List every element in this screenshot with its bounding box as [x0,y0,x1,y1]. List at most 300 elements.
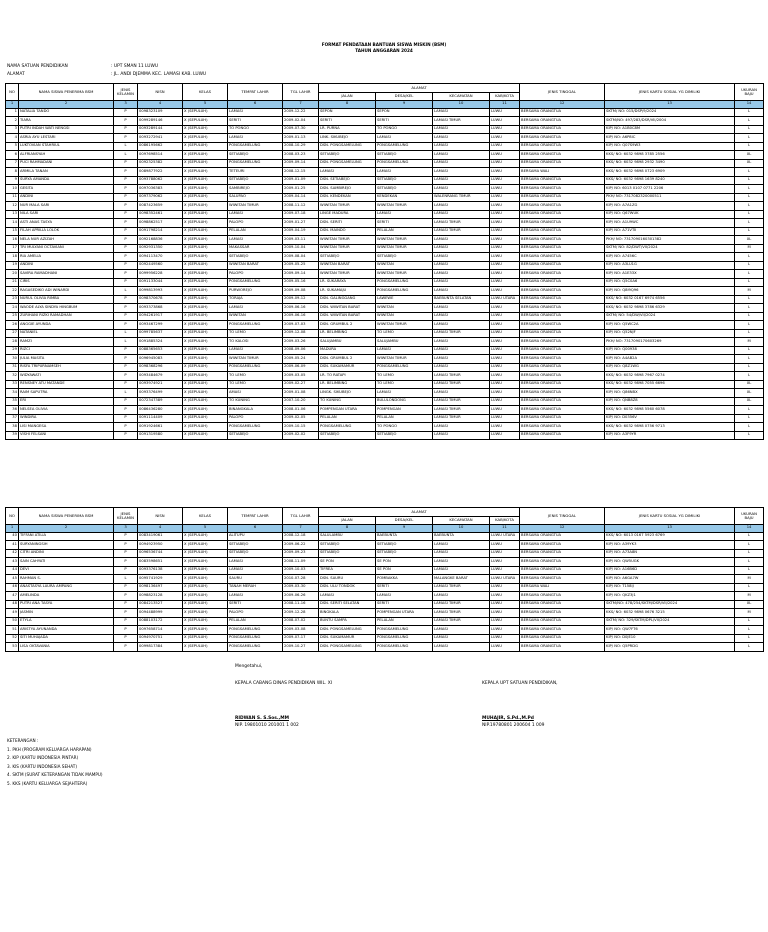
table-row [6,227,764,236]
table-cell: 2009-12-22 [283,108,319,117]
column-number: 5 [183,101,228,109]
table-cell: SKTM/ NO: 329/SKTM/DPL/VII/2024 [605,617,735,626]
table-cell: 40 [6,532,19,541]
legend-item: 1. PKH (PROGRAM KELUARGA HARAPAN) [7,746,92,752]
table-cell: 0094970751 [138,634,183,643]
table-cell: LAMASI TIMUR [433,227,490,236]
table-cell: BAEBUNTA [433,532,490,541]
table-cell: LAMASI [228,592,283,601]
table-cell: BERSAMA ORANGTUA [520,372,605,381]
table-cell: LUWU [490,193,520,202]
table-cell: L [735,219,764,228]
table-cell: BERSAMA ORANGTUA [520,321,605,330]
table-cell: XL [735,380,764,389]
table-cell: 52 [6,634,19,643]
table-cell: LAMASI [433,210,490,219]
table-cell: ZURIHANI RIZKI RAMADHAN [19,312,114,321]
table-cell: BERSAMA ORANGTUA [520,202,605,211]
table-cell: KKS/ NO: 6032 0167 6974 6556 [605,295,735,304]
table-cell: P [114,210,138,219]
table-cell: X (SEPULUH) [183,125,228,134]
table-cell: L [735,414,764,423]
col-kec: KECAMATAN [433,516,490,525]
table-cell: PELALAN [319,414,376,423]
table-row [6,295,764,304]
table-cell: 0097379062 [138,193,183,202]
table-cell: ANGGIE AYUNDA [19,321,114,330]
table-cell: WIWITAN BARAT [228,261,283,270]
table-cell: X (SEPULUH) [183,253,228,262]
col-ukuran: UKURAN BAJU [735,84,764,101]
column-number: 3 [114,101,138,109]
table-cell: DSN. ULU TONDOK [319,583,376,592]
table-cell: 0092449560 [138,261,183,270]
table-cell: L [735,304,764,313]
table-cell: X (SEPULUH) [183,210,228,219]
table-cell: L [114,142,138,151]
table-cell: ANDINI [19,261,114,270]
table-cell: 25 [6,312,19,321]
table-cell: LUWU [490,558,520,567]
table-cell: LISI MANGESA [19,423,114,432]
table-cell: X (SEPULUH) [183,134,228,143]
table-cell: P [114,108,138,117]
table-row [6,125,764,134]
column-number: 6 [228,101,283,109]
table-cell: X (SEPULUH) [183,558,228,567]
table-cell: 2009-09-12 [283,295,319,304]
col-no: NO [6,508,19,525]
table-cell: BERSAMA ORANGTUA [520,431,605,440]
table-row [6,202,764,211]
column-number: 13 [605,101,735,109]
table-cell: 17 [6,244,19,253]
table-cell: 2009-01-08 [283,389,319,398]
table-cell: WIWITAN TIMUR [319,202,376,211]
table-cell: 2008-03-23 [283,151,319,160]
table-cell: 53 [6,643,19,652]
table-cell: LAMASI TIMUR [433,414,490,423]
table-cell: X (SEPULUH) [183,261,228,270]
table-cell: LAWEWE [376,295,433,304]
table-cell: 0094261917 [138,312,183,321]
table-cell: LAMASI TIMUR [433,406,490,415]
table-cell: 31 [6,363,19,372]
table-cell: LAMASI [376,210,433,219]
table-cell: 2008-12-15 [283,168,319,177]
table-cell: X (SEPULUH) [183,278,228,287]
table-cell: LUWU [490,397,520,406]
column-number: 4 [138,525,183,533]
table-row [6,142,764,151]
table-cell: BAEBUNTA [376,532,433,541]
table-cell: KIP/ NO: Q86NBX [605,389,735,398]
table-cell: SETIABEJO [228,541,283,550]
table-cell: SKTM/ NO: 54/DW/VII/2024 [605,312,735,321]
table-cell: TO LEMO [376,329,433,338]
table-cell: BERSAMA ORANGTUA [520,532,605,541]
table-cell: XL [735,159,764,168]
table-cell: MADURA [319,346,376,355]
table-cell: LAMASI TIMUR [433,397,490,406]
table-cell: DSN. WIWITAN BARAT [319,304,376,313]
table-cell: SERITI [376,117,433,126]
table-cell: LUWU [490,346,520,355]
table-cell: 2009-09-23 [283,549,319,558]
table-cell: 2009-02-02 [283,431,319,440]
table-row [6,609,764,618]
table-cell: KIP/ NO: Q52NJF [605,329,735,338]
table-cell: KKS/ NO: 6013 0167 5923 6769 [605,532,735,541]
document-title: FORMAT PENDATAAN BANTUAN SISWA MISKIN (BSM) [321,42,447,47]
table-cell: DSN. SERITI SELATAN [319,600,376,609]
table-cell: P [114,583,138,592]
table-cell: L [735,541,764,550]
table-cell: 0089877922 [138,168,183,177]
table-cell: LAMASI [433,312,490,321]
table-cell: KIP/ NO: Q07S9W3 [605,142,735,151]
table-cell: TIFFANI ATILIA [19,532,114,541]
table-cell: 2009-10-03 [283,566,319,575]
table-cell: NELA NUR AZIZAH [19,236,114,245]
table-cell: X (SEPULUH) [183,423,228,432]
table-cell: 0093788062 [138,176,183,185]
table-cell: SETIABEJO [376,549,433,558]
table-cell: BERSAMA ORANGTUA [520,244,605,253]
address-label: ALAMAT [7,72,25,77]
table-cell: LAMASI TIMUR [433,117,490,126]
table-cell: SALUJAMBU [376,338,433,347]
legend-title: KETERANGAN : [7,738,39,743]
table-cell: VISHI FELSANI [19,431,114,440]
table-cell: 2008-11-12 [283,202,319,211]
table-cell: KKS/ NO: 6032 9898 7967 0274 [605,372,735,381]
table-cell: SALUPAO [228,193,283,202]
table-cell: SALUJAMBU [319,338,376,347]
table-cell: 2008-11-16 [283,600,319,609]
table-cell: LAMASI [319,168,376,177]
table-cell: 11 [6,193,19,202]
table-cell: DSN. SAMBIREJO [319,185,376,194]
table-cell: SETIABEJO [376,176,433,185]
table-cell: P [114,380,138,389]
table-cell: POMPENGAN [376,406,433,415]
table-cell: P [114,295,138,304]
table-cell: 2009-03-05 [283,372,319,381]
table-row [6,532,764,541]
table-cell: 0093484679 [138,372,183,381]
table-cell: LUWU [490,549,520,558]
table-cell: WIWITAN TIMUR [376,355,433,364]
table-row [6,176,764,185]
table-cell: P [114,312,138,321]
col-kab: KAB/KOTA [490,516,520,525]
table-cell: PONGSAMELUNG [228,626,283,635]
table-cell: 7 [6,159,19,168]
table-cell: KIP/ NO: QW5UGK [605,558,735,567]
table-cell: PUTRI INDAH WATI NENGSI [19,125,114,134]
table-cell: 2009-04-19 [283,227,319,236]
table-cell: 0093467299 [138,321,183,330]
table-cell: LAMASI [376,592,433,601]
table-cell: X (SEPULUH) [183,406,228,415]
table-cell: LISA OKTAVANIA [19,643,114,652]
table-cell: 51 [6,626,19,635]
table-cell: X (SEPULUH) [183,219,228,228]
table-cell: DSN. SUKAMAMUR [319,634,376,643]
table-cell: SEPON [319,108,376,117]
column-number: 13 [605,525,735,533]
table-cell: ANASTASYA LAURA AMPANG [19,583,114,592]
table-cell: P [114,236,138,245]
table-cell: 2009-07-17 [283,634,319,643]
table-row [6,600,764,609]
table-cell: M [735,244,764,253]
table-cell: 2009-07-30 [283,125,319,134]
table-cell: 0088103172 [138,617,183,626]
table-row [6,346,764,355]
table-cell: CIRIS [19,278,114,287]
table-cell: BERSAMA ORANGTUA [520,278,605,287]
table-cell: BERSAMA ORANGTUA [520,193,605,202]
col-desa: DESA/KEL [376,92,433,101]
table-cell: LAMASI [433,142,490,151]
table-cell: SE PON [319,558,376,567]
table-cell: 4 [6,134,19,143]
table-cell: 0093373868 [138,304,183,313]
table-cell: LAMASI [433,253,490,262]
table-cell: 1 [6,108,19,117]
col-nama: NAMA SISWA PENERIMA BSM [19,508,114,525]
table-cell: P [114,566,138,575]
table-cell: P [114,355,138,364]
table-cell: PONGSAMELUNG [376,634,433,643]
table-cell: JASMIN [19,609,114,618]
column-number: 10 [433,525,490,533]
table-cell: SALULAMBU [319,532,376,541]
table-cell: RISFA TRIPURNAMSEH [19,363,114,372]
column-number-row [6,101,764,109]
table-cell: LR. BELIMBING [319,329,376,338]
table-cell: SETIABEJO [228,253,283,262]
table-cell: 21 [6,278,19,287]
table-cell: TETEURI [228,168,283,177]
table-cell: PONGSAMELUNG [376,643,433,652]
signature-left-name: RIDWAN S. S.Sos.,MM [235,716,289,721]
table-cell: BINANGKALA [228,406,283,415]
table-cell: 43 [6,558,19,567]
table-cell: L [735,423,764,432]
table-cell: BERSAMA ORANGTUA [520,108,605,117]
table-cell: SERITI [319,117,376,126]
table-cell: 2009-03-30 [283,583,319,592]
table-cell: BULULONDONG [376,397,433,406]
table-cell: SKTM/ NO: 82/DWT/VII/2024 [605,244,735,253]
table-cell: ASRIA AYU LESTARI [19,134,114,143]
col-kec: KECAMATAN [433,92,490,101]
table-cell: LUWU [490,423,520,432]
table-cell: ALITUPU [228,532,283,541]
table-cell: LAMASI [433,566,490,575]
col-jalan: JALAN [319,516,376,525]
table-cell: LUWU [490,312,520,321]
table-cell: NATALIA TANDO [19,108,114,117]
table-cell: LAMASI [433,431,490,440]
table-cell: DSN. PONGSAMELUNG [319,159,376,168]
table-cell: LAMASI [228,346,283,355]
col-kelas: KELAS [183,508,228,525]
table-cell: LAMASI TIMUR [433,600,490,609]
table-cell: 0099785637 [138,329,183,338]
table-cell: BERSAMA ORANGTUA [520,312,605,321]
table-cell: PELALAN [228,617,283,626]
column-number: 1 [6,101,19,109]
table-cell: L [735,372,764,381]
table-cell: 2009-10-04 [283,244,319,253]
table-cell: BERSAMA ORANGTUA [520,134,605,143]
table-cell: 2009-02-04 [283,117,319,126]
table-cell: LAMASI TIMUR [433,380,490,389]
table-cell: 44 [6,566,19,575]
table-cell: 0072347389 [138,397,183,406]
table-cell: P [114,372,138,381]
table-cell: TIFREA [319,566,376,575]
table-cell: PONGSAMELUNG [228,159,283,168]
table-cell: 2009-03-11 [283,236,319,245]
table-cell: WIWITAN BARAT [319,261,376,270]
col-alamat: ALAMAT [319,508,520,517]
table-cell: SETIABEJO [376,151,433,160]
table-cell: L [114,575,138,584]
table-cell: L [735,227,764,236]
table-cell: 13 [6,210,19,219]
table-cell: WIWITAN TIMUR [228,202,283,211]
table-cell: P [114,592,138,601]
table-cell: 0098823128 [138,592,183,601]
table-cell: 26 [6,321,19,330]
table-cell: P [114,431,138,440]
table-cell: KIP/ NO: Q5C0A6 [605,278,735,287]
table-cell: 9 [6,176,19,185]
table-cell: NATANIEL [19,329,114,338]
table-cell: BERSAMA ORANGTUA [520,338,605,347]
col-tempat: TEMPAT LAHIR [228,508,283,525]
table-cell: LAMASI [433,287,490,296]
table-cell: WIWITAN [376,304,433,313]
table-cell: SETIABEJO [228,176,283,185]
table-row [6,117,764,126]
table-cell: BERSAMA ORANGTUA [520,380,605,389]
table-cell: BERSAMA ORANGTUA [520,549,605,558]
table-cell: M [735,592,764,601]
table-cell: KKS/ NO: 6032 9898 2932 3490 [605,159,735,168]
table-row [6,134,764,143]
table-cell: TORAJA [228,295,283,304]
table-cell: SETIABEJO [319,151,376,160]
table-cell: L [114,287,138,296]
table-cell: LAMASI TIMUR [433,583,490,592]
table-cell: 0099956228 [138,270,183,279]
table-cell: KIP/ NO: A39YK3 [605,541,735,550]
col-alamat: ALAMAT [319,84,520,93]
table-cell: LUWU [490,278,520,287]
table-cell: LAMASI [433,549,490,558]
table-cell: PONGSAMELUNG [376,278,433,287]
table-cell: L [735,176,764,185]
table-row [6,372,764,381]
table-cell: X (SEPULUH) [183,541,228,550]
table-cell: P [114,549,138,558]
table-cell: 2010-07-28 [283,575,319,584]
table-cell: L [114,338,138,347]
table-cell: NELSEA OLIVIA [19,406,114,415]
table-cell: SAVIRA RAMADHANI [19,270,114,279]
table-cell: BERSAMA ORANGTUA [520,227,605,236]
table-cell: 50 [6,617,19,626]
table-cell: L [735,278,764,287]
table-cell: SKTM/NO: 478/254/SKTM/DSR/VII/2024 [605,600,735,609]
table-cell: LAMASI TIMUR [433,609,490,618]
table-row [6,270,764,279]
table-cell: P [114,193,138,202]
table-cell: X (SEPULUH) [183,389,228,398]
table-cell: ASTI ANAS TASYA [19,219,114,228]
table-cell: SETIABEJO [376,253,433,262]
table-cell: 0091798214 [138,227,183,236]
table-cell: WIWITAN TIMUR [376,270,433,279]
table-cell: 2009-03-08 [283,626,319,635]
table-cell: LUWU UTARA [490,532,520,541]
col-jk: JENIS KELAMIN [114,508,138,525]
table-cell: L [735,210,764,219]
table-cell: KIP/ NO: 6013 0107 0771 2206 [605,185,735,194]
table-cell: KIP/ NO: T158IJ [605,583,735,592]
table-cell: KKS/ NO: 6032 9898 0756 9713 [605,423,735,432]
table-cell: LAMASI TIMUR [433,219,490,228]
table-cell: LUWU [490,372,520,381]
table-cell: LUWU [490,270,520,279]
table-cell: DSN. MAINDO [319,227,376,236]
table-cell: BERSAMA ORANGTUA [520,643,605,652]
table-cell: 0099289146 [138,117,183,126]
table-cell: ARISTYA AYUNANDA [19,626,114,635]
table-cell: P [114,634,138,643]
table-cell: 2009-04-14 [283,193,319,202]
table-cell: LUWU [490,380,520,389]
table-cell: FILAH APRILIA LOLOK [19,227,114,236]
table-cell: 2009-09-08 [283,287,319,296]
table-cell: LINGK. SIKUBEJO [319,389,376,398]
table-cell: L [114,389,138,398]
table-cell: P [114,304,138,313]
table-cell: LAMASI [433,270,490,279]
table-cell: SETIABEJO [228,431,283,440]
document-subtitle: TAHUN ANGGARAN 2024 [355,48,413,53]
table-row [6,592,764,601]
table-cell: WALENRANG TIMUR [433,193,490,202]
table-cell: SURYANINGSIH [19,541,114,550]
table-cell: 0095741929 [138,575,183,584]
table-cell: POMPENGAN UTARA [376,609,433,618]
table-cell: X (SEPULUH) [183,355,228,364]
signature-intro: Mengetahui, [235,664,263,669]
table-cell: X (SEPULUH) [183,159,228,168]
table-cell: 2009-06-22 [283,541,319,550]
col-nisn: NISN [138,508,183,525]
table-row [6,626,764,635]
signature-right-title: KEPALA UPT SATUAN PENDIDIKAN, [482,681,558,686]
table-cell: SETIABEJO [319,541,376,550]
